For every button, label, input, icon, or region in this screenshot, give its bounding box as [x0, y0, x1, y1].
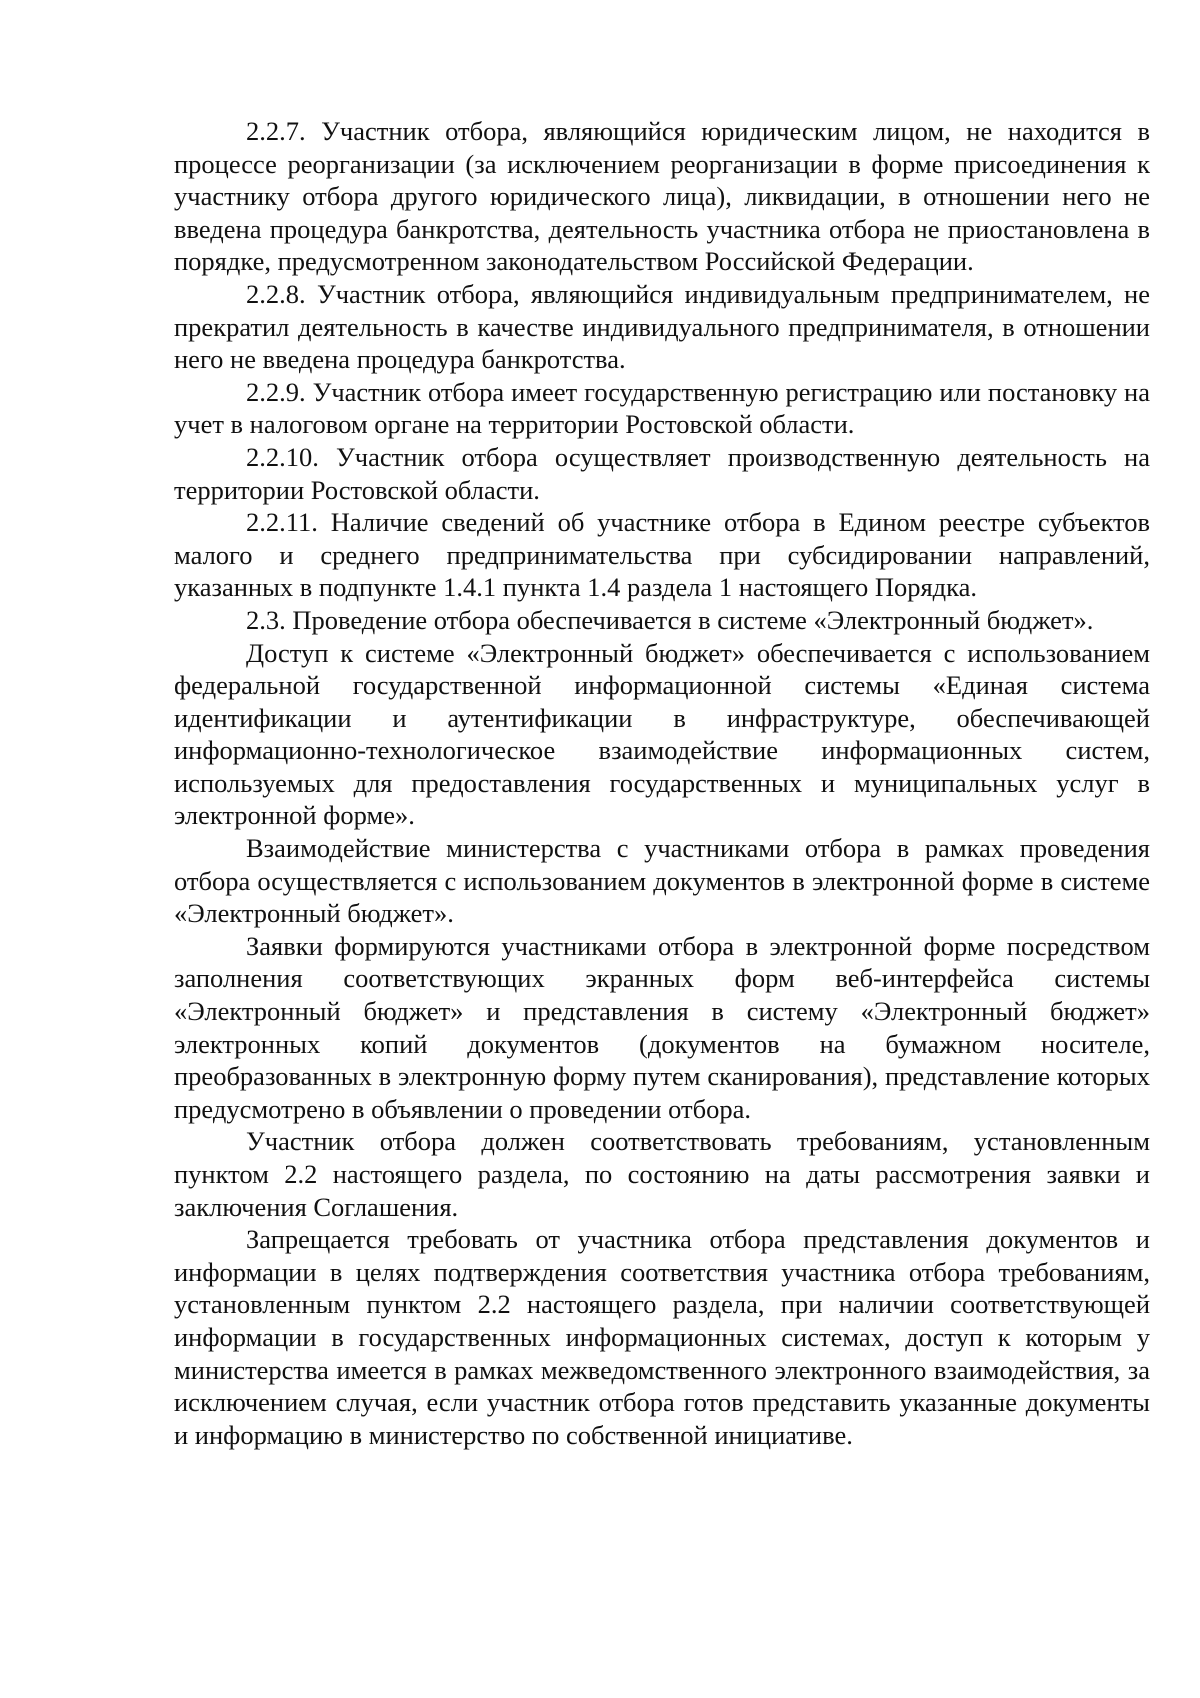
- paragraph-applications: Заявки формируются участниками отбора в электронной форме посредством заполнения соответствующих экранных форм веб-интерфейса системы «Электронный бюджет» и представления в систему «Электронный бюджет» электронных копий документов (документов на бумажном носителе, преобразованных в электронную форму путем сканирования), представление которых предусмотрено в объявлении о проведении отбора.: [174, 930, 1150, 1124]
- paragraph-2-2-10: 2.2.10. Участник отбора осуществляет производственную деятельность на территории Ростовской области.: [174, 441, 1150, 505]
- paragraph-prohibition: Запрещается требовать от участника отбора представления документов и информации в целях подтверждения соответствия участника отбора требованиям, установленным пунктом 2.2 настоящего раздела, при наличии соответствующей информации в государственных информационных системах, доступ к которым у министерства имеется в рамках межведомственного электронного взаимодействия, за исключением случая, если участник отбора готов представить указанные документы и информацию в министерство по собственной инициативе.: [174, 1224, 1150, 1450]
- paragraph-2-3: 2.3. Проведение отбора обеспечивается в системе «Электронный бюджет».: [246, 604, 1094, 635]
- paragraph-2-2-11: 2.2.11. Наличие сведений об участнике отбора в Едином реестре субъектов малого и среднего предпринимательства при субсидировании направлений, указанных в подпункте 1.4.1 пункта 1.4 раздела 1 настоящего Порядка.: [174, 507, 1150, 603]
- paragraph-access: Доступ к системе «Электронный бюджет» обеспечивается с использованием федеральной государственной информационной системы «Единая система идентификации и аутентификации в инфраструктуре, обеспечивающей информационно-технологическое взаимодействие информационных систем, используемых для предоставления государственных и муниципальных услуг в электронной форме».: [174, 637, 1150, 831]
- paragraph-2-2-7: 2.2.7. Участник отбора, являющийся юридическим лицом, не находится в процессе реорганизации (за исключением реорганизации в форме присоединения к участнику отбора другого юридического лица), ликвидации, в отношении него не введена процедура банкротства, деятельность участника отбора не приостановлена в порядке, предусмотренном законодательством Российской Федерации.: [174, 116, 1150, 277]
- paragraph-requirements: Участник отбора должен соответствовать требованиям, установленным пунктом 2.2 настоящего раздела, по состоянию на даты рассмотрения заявки и заключения Соглашения.: [174, 1126, 1150, 1222]
- paragraph-2-2-9: 2.2.9. Участник отбора имеет государственную регистрацию или постановку на учет в налоговом органе на территории Ростовской области.: [174, 376, 1150, 440]
- paragraph-interaction: Взаимодействие министерства с участниками отбора в рамках проведения отбора осуществляется с использованием документов в электронной форме в системе «Электронный бюджет».: [174, 833, 1150, 929]
- document-page: [174, 115, 1150, 1451]
- paragraph-2-2-8: 2.2.8. Участник отбора, являющийся индивидуальным предпринимателем, не прекратил деятельность в качестве индивидуального предпринимателя, в отношении него не введена процедура банкротства.: [174, 278, 1150, 375]
